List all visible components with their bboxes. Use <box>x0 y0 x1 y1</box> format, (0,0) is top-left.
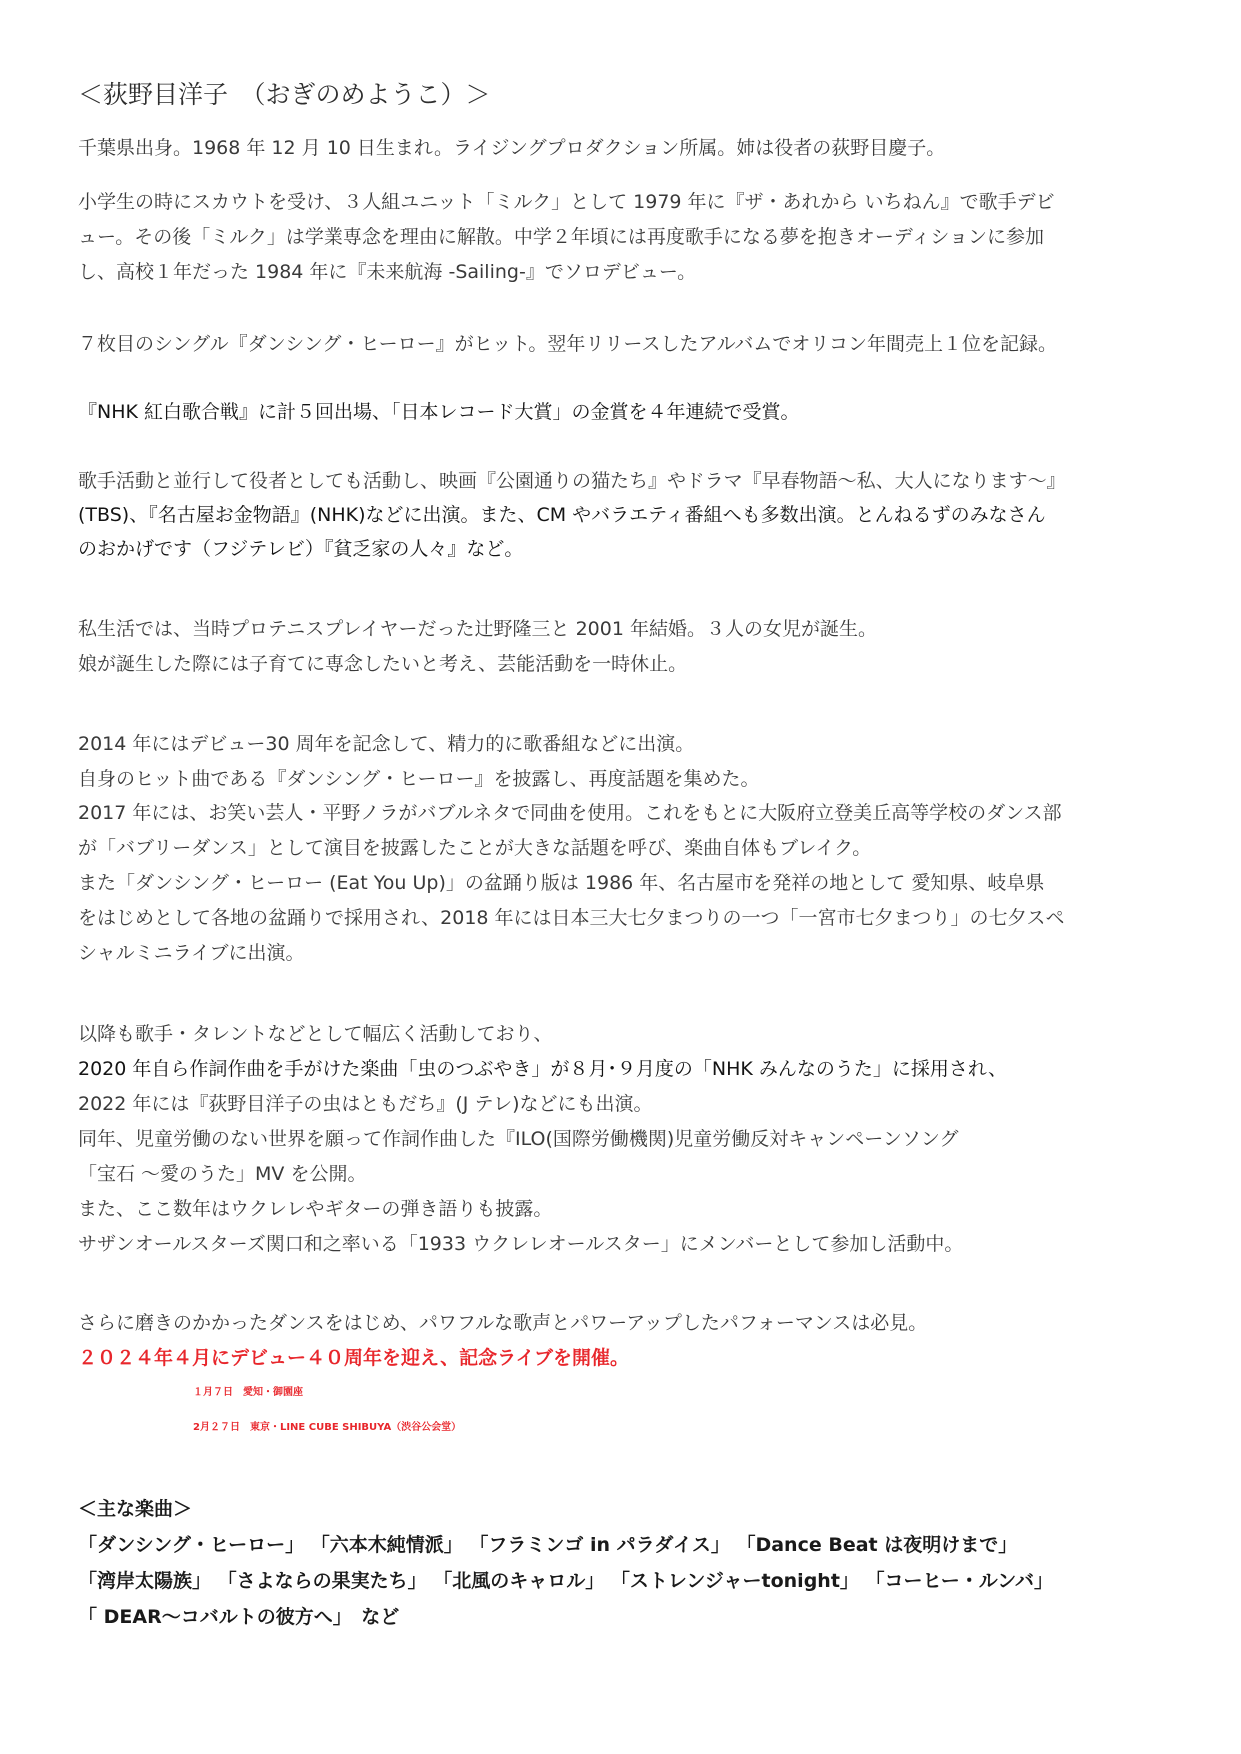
comeback-paragraph-line: シャルミニライブに出演。 <box>78 942 305 964</box>
recent-activity-line: サザンオールスターズ関口和之率いる「1933 ウクレレオールスター」にメンバーとして参加し活動中。 <box>78 1233 964 1255</box>
songs-heading: ＜主な楽曲＞ <box>78 1498 193 1520</box>
acting-paragraph-line: のおかげです（フジテレビ）『貧乏家の人々』など。 <box>78 538 524 560</box>
acting-paragraph-line: 歌手活動と並行して役者としても活動し、映画『公園通りの猫たち』やドラマ『早春物語～私、大人になります～』 <box>78 470 1066 492</box>
private-life-line: 娘が誕生した際には子育てに専念したいと考え、芸能活動を一時休止。 <box>78 653 688 675</box>
songs-line: 「湾岸太陽族」 「さよならの果実たち」 「北風のキャロル」 「ストレンジャーtonight」 「コーヒー・ルンバ」 <box>78 1570 1053 1592</box>
recent-activity-line: 同年、児童労働のない世界を願って作詞作曲した『ILO(国際労働機関)児童労働反対キャンペーンソング <box>78 1128 959 1150</box>
concert-date-1: １月７日 愛知・御園座 <box>193 1387 303 1398</box>
comeback-paragraph-line: また「ダンシング・ヒーロー (Eat You Up)」の盆踊り版は 1986 年、名古屋市を発祥の地として 愛知県、岐阜県 <box>78 872 1045 894</box>
comeback-paragraph-line: 2014 年にはデビュー30 周年を記念して、精力的に歌番組などに出演。 <box>78 733 695 755</box>
recent-activity-line: 「宝石 ～愛のうた」MV を公開。 <box>78 1163 367 1185</box>
intro-line: 千葉県出身。1968 年 12 月 10 日生まれ。ライジングプロダクション所属。姉は役者の荻野目慶子。 <box>78 137 946 159</box>
career-paragraph-line: 小学生の時にスカウトを受け、３人組ユニット「ミルク」として 1979 年に『ザ・あれから いちねん』で歌手デビ <box>78 191 1055 213</box>
songs-line: 「 DEAR～コバルトの彼方へ」 など <box>78 1606 400 1628</box>
comeback-paragraph-line: をはじめとして各地の盆踊りで採用され、2018 年には日本三大七夕まつりの一つ「一宮市七夕まつり」の七夕スペ <box>78 907 1065 929</box>
private-life-line: 私生活では、当時プロテニスプレイヤーだった辻野隆三と 2001 年結婚。３人の女児が誕生。 <box>78 618 877 640</box>
comeback-paragraph-line: が「バブリーダンス」として演目を披露したことが大きな話題を呼び、楽曲自体もブレイク。 <box>78 837 872 859</box>
profile-title: ＜荻野目洋子 （おぎのめようこ）＞ <box>78 80 491 109</box>
recent-activity-line: 2022 年には『荻野目洋子の虫はともだち』(J テレ)などにも出演。 <box>78 1093 653 1115</box>
career-paragraph-line: し、高校１年だった 1984 年に『未来航海 -Sailing-』でソロデビュー。 <box>78 261 697 283</box>
performance-line: さらに磨きのかかったダンスをはじめ、パワフルな歌声とパワーアップしたパフォーマンスは必見。 <box>78 1312 928 1334</box>
concert-date-2: 2月２７日 東京・LINE CUBE SHIBUYA（渋谷公会堂） <box>193 1422 462 1433</box>
hit-single-line: ７枚目のシングル『ダンシング・ヒーロー』がヒット。翌年リリースしたアルバムでオリコン年間売上１位を記録。 <box>78 333 1057 355</box>
recent-activity-line: 2020 年自ら作詞作曲を手がけた楽曲「虫のつぶやき」が８月･９月度の「NHK みんなのうた」に採用され、 <box>78 1058 1008 1080</box>
comeback-paragraph-line: 自身のヒット曲である『ダンシング・ヒーロー』を披露し、再度話題を集めた。 <box>78 768 760 790</box>
acting-paragraph-line: (TBS)、『名古屋お金物語』(NHK)などに出演。また、CM やバラエティ番組へも多数出演。とんねるずのみなさん <box>78 504 1046 526</box>
awards-line: 『NHK 紅白歌合戦』に計５回出場、「日本レコード大賞」の金賞を４年連続で受賞。 <box>78 401 800 423</box>
anniversary-headline: ２０２４年４月にデビュー４０周年を迎え、記念ライブを開催。 <box>78 1347 630 1369</box>
recent-activity-line: 以降も歌手・タレントなどとして幅広く活動しており、 <box>78 1023 553 1045</box>
songs-line: 「ダンシング・ヒーロー」 「六本木純情派」 「フラミンゴ in パラダイス」 「Dance Beat は夜明けまで」 <box>78 1534 1018 1556</box>
comeback-paragraph-line: 2017 年には、お笑い芸人・平野ノラがバブルネタで同曲を使用。これをもとに大阪府立登美丘高等学校のダンス部 <box>78 802 1062 824</box>
career-paragraph-line: ュー。その後「ミルク」は学業専念を理由に解散。中学２年頃には再度歌手になる夢を抱きオーディションに参加 <box>78 226 1044 248</box>
recent-activity-line: また、ここ数年はウクレレやギターの弾き語りも披露。 <box>78 1198 553 1220</box>
